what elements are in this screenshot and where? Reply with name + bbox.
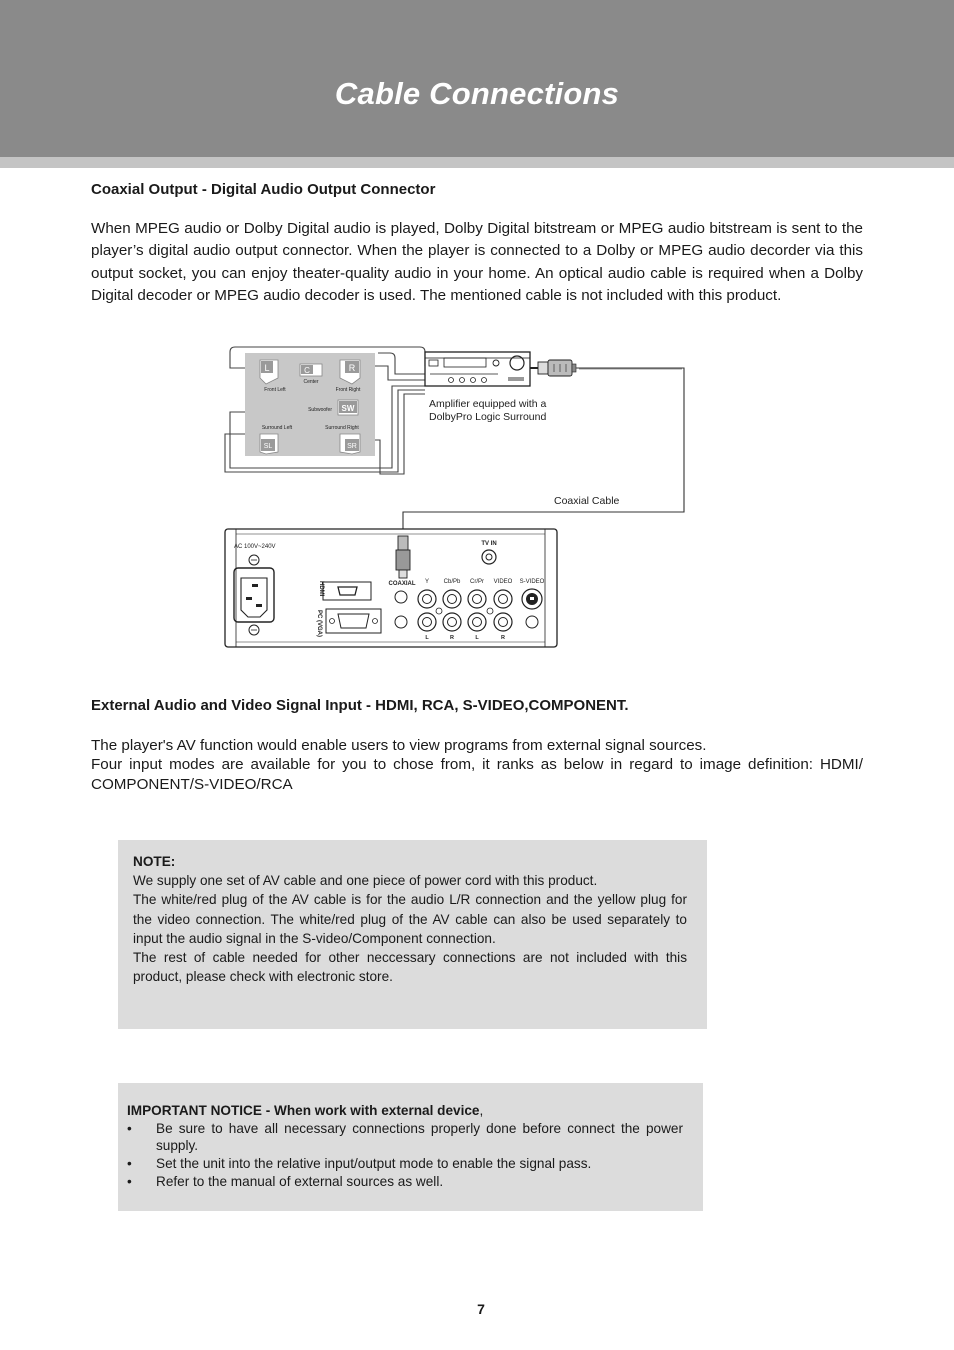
bullet-icon: • (127, 1121, 132, 1136)
notice-item-text: Refer to the manual of external sources as well. (156, 1174, 444, 1189)
note-box (118, 840, 707, 1029)
note-line3: The rest of cable needed for other neccessary connections are not included with this product, please check with electronic store. (133, 950, 687, 985)
audio-l1-label: L (425, 635, 429, 641)
speaker-label-surround-left: Surround Left (261, 425, 293, 431)
coaxial-cable-line (403, 368, 684, 536)
notice-item (127, 1120, 683, 1154)
speaker-surround-right-icon (340, 434, 360, 454)
connection-diagram (220, 322, 690, 652)
external-input-line2: Four input modes are available for you to chose from, it ranks as below in regard to image definition: HDMI/ COMPONENT/S-VIDEO/RCA (91, 756, 863, 793)
speaker-label-front-left: Front Left (264, 387, 286, 393)
speaker-badge-sr: SR (347, 443, 357, 450)
speaker-label-surround-right: Surround Right (325, 425, 359, 431)
audio-l2-label: L (475, 635, 479, 641)
coaxial-section-paragraph: When MPEG audio or Dolby Digital audio is played, Dolby Digital bitstream or MPEG audio bitstream is sent to the player’s digital audio output connector. When the player is connected to a Dolby or MPEG audio decorder via this output socket, you can enjoy theater-quality audio in your home. An optical audio cable is required when a Dolby Digital decoder or MPEG audio decoder is used. The mentioned cable is not included with this product. (91, 220, 863, 305)
power-label: AC 100V~240V (234, 544, 276, 550)
tv-in-label: TV IN (481, 541, 497, 547)
notice-heading (127, 1102, 683, 1119)
notice-content (127, 1102, 683, 1191)
notice-item-text: Set the unit into the relative input/output mode to enable the signal pass. (156, 1156, 592, 1171)
speaker-label-subwoofer: Subwoofer (308, 407, 332, 413)
coaxial-section-heading: Coaxial Output - Digital Audio Output Connector (91, 181, 436, 198)
bullet-icon: • (127, 1174, 132, 1189)
speaker-badge-sw: SW (341, 404, 355, 413)
note-title: NOTE: (133, 854, 176, 869)
subwoofer-icon (338, 400, 358, 415)
amplifier-caption-line2: DolbyPro Logic Surround (429, 411, 547, 423)
page-title: Cable Connections (334, 76, 620, 111)
notice-title: IMPORTANT NOTICE - When work with external device (127, 1103, 480, 1118)
speaker-badge-l: L (264, 363, 270, 373)
note-line2: The white/red plug of the AV cable is for the audio L/R connection and the yellow plug for the video connection. The white/red plug of the AV cable can also be used separately to input the audio signal in the S-video/Component connection. (133, 892, 687, 946)
video-label: VIDEO (493, 579, 513, 585)
audio-r2-label: R (501, 635, 505, 641)
notice-title-suffix: , (479, 1103, 484, 1118)
speaker-badge-sl: SL (263, 443, 273, 450)
amplifier-caption-line1: Amplifier equipped with a (429, 398, 547, 410)
note-content (133, 852, 687, 986)
important-notice-box (118, 1083, 703, 1211)
notice-item-text: Be sure to have all necessary connections properly done before connect the power supply. (156, 1121, 683, 1153)
notice-list (127, 1120, 683, 1190)
speaker-label-center: Center (303, 379, 319, 385)
amplifier-icon (425, 352, 530, 386)
external-input-line1: The player's AV function would enable users to view programs from external signal sources. (91, 737, 707, 754)
component-cb-label: Cb/Pb (443, 579, 461, 585)
coaxial-cable-label: Coaxial Cable (554, 495, 620, 507)
speaker-badge-c: C (304, 366, 310, 375)
vga-label: PC (VGA) (316, 610, 322, 637)
hdmi-label: HDMI (318, 581, 324, 597)
speaker-surround-left-icon (260, 434, 278, 454)
speaker-center-icon (300, 364, 322, 376)
notice-item (127, 1173, 683, 1190)
note-line1: We supply one set of AV cable and one piece of power cord with this product. (133, 873, 598, 889)
notice-item (127, 1155, 683, 1172)
coaxial-label: COAXIAL (388, 581, 416, 587)
coaxial-plug-icon (530, 360, 576, 376)
page-number: 7 (477, 1301, 485, 1317)
component-cr-label: Cr/Pr (470, 579, 484, 585)
svideo-label: S-VIDEO (519, 579, 545, 585)
speaker-badge-r: R (348, 363, 356, 373)
bullet-icon: • (127, 1156, 132, 1171)
component-y-label: Y (424, 579, 430, 585)
audio-r1-label: R (450, 635, 454, 641)
header-stripe (0, 157, 954, 168)
external-input-heading: External Audio and Video Signal Input - HDMI, RCA, S-VIDEO,COMPONENT. (91, 697, 629, 714)
speaker-label-front-right: Front Right (335, 387, 361, 393)
